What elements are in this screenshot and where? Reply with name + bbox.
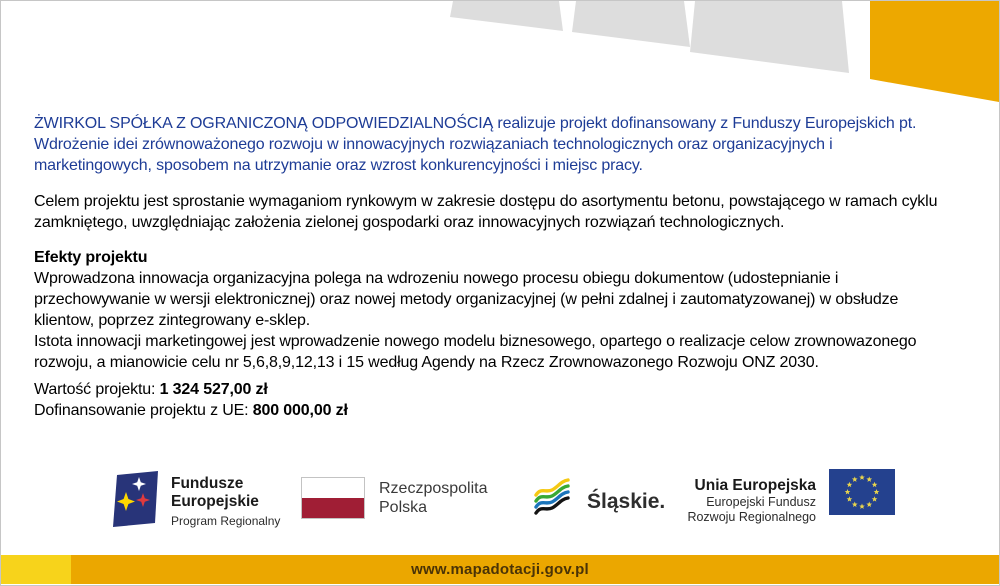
unia-europejska-text [641, 469, 816, 525]
fundusze-europejskie-text [171, 469, 280, 528]
effects-paragraph-2: Istota innowacji marketingowej jest wprowadzenie nowego modelu biznesowego, opartego o realizacje celow zrownowazonego rozwoju, a mianowicie celu nr 5,6,8,9,12,13 i 15 według Agendy na Rzecz Zrownowazonego Rozwoju ONZ 2030. [34, 333, 917, 371]
pl-text-line1: Rzeczpospolita [379, 480, 488, 497]
slaskie-label: Śląskie. [587, 490, 666, 513]
project-value-line [34, 379, 948, 400]
eu-flag-icon [829, 469, 895, 515]
top-band-decoration [1, 1, 999, 106]
unia-europejska-logo [641, 469, 895, 525]
eu-subtitle-line1: Europejski Fundusz [706, 495, 816, 509]
fe-title-line1: Fundusze [171, 475, 244, 492]
rzeczpospolita-polska-text [379, 479, 488, 517]
cofinancing-line [34, 400, 948, 421]
gray-panel-2-shape [572, 1, 690, 47]
project-value-amount: 1 324 527,00 zł [159, 381, 268, 398]
project-value-label: Wartość projektu: [34, 381, 160, 398]
cofinancing-amount: 800 000,00 zł [252, 402, 348, 419]
gray-panel-3-shape [690, 1, 849, 73]
project-goal: Celem projektu jest sprostanie wymaganiom rynkowym w zakresie dostępu do asortymentu betonu, powstającego w ramach cyklu zamkniętego, uwzględniając założenia zielonej gospodarki oraz innowacyjnych rozwiązań technologicznych. [34, 193, 938, 231]
footer-bar [1, 555, 999, 584]
poland-flag-icon [301, 477, 365, 519]
fundusze-europejskie-flag-icon [111, 469, 161, 531]
fundusze-europejskie-logo [111, 469, 280, 531]
project-effects-section [34, 247, 948, 373]
pl-text-line2: Polska [379, 499, 428, 516]
project-heading: ŻWIRKOL SPÓŁKA Z OGRANICZONĄ ODPOWIEDZIALNOŚCIĄ realizuje projekt dofinansowany z Funduszy Europejskich pt. Wdrożenie idei zrównoważonego rozwoju w innowacyjnych rozwiązaniach technologicznych oraz organizacyjnych i marketingowych, sposobem na utrzymanie oraz wzrost konkurencyjności i miejsc pracy. [34, 115, 917, 174]
fe-title-line2: Europejskie [171, 493, 259, 510]
footer-url: www.mapadotacji.gov.pl [411, 561, 589, 578]
eu-title: Unia Europejska [694, 477, 816, 494]
project-financials [34, 379, 948, 421]
fe-subtitle: Program Regionalny [171, 514, 281, 528]
orange-panel-shape [870, 1, 999, 102]
eu-subtitle-line2: Rozwoju Regionalnego [687, 510, 816, 524]
main-text-content [34, 113, 948, 421]
gray-panel-1-shape [450, 1, 563, 31]
slaskie-wave-icon [533, 469, 579, 521]
cofinancing-label: Dofinansowanie projektu z UE: [34, 402, 253, 419]
rzeczpospolita-polska-logo [301, 469, 488, 519]
effects-paragraph-1: Wprowadzona innowacja organizacyjna polega na wdrozeniu nowego procesu obiegu dokumentow (udostepnianie i przechowywanie w wersji elektronicznej) oraz nowej metody organizacyjnej (w pełni zdalnej i zautomatyzowanej) w obsłudze klientow, poprzez zintegrowany e-sklep. [34, 270, 899, 329]
effects-title: Efekty projektu [34, 249, 148, 266]
